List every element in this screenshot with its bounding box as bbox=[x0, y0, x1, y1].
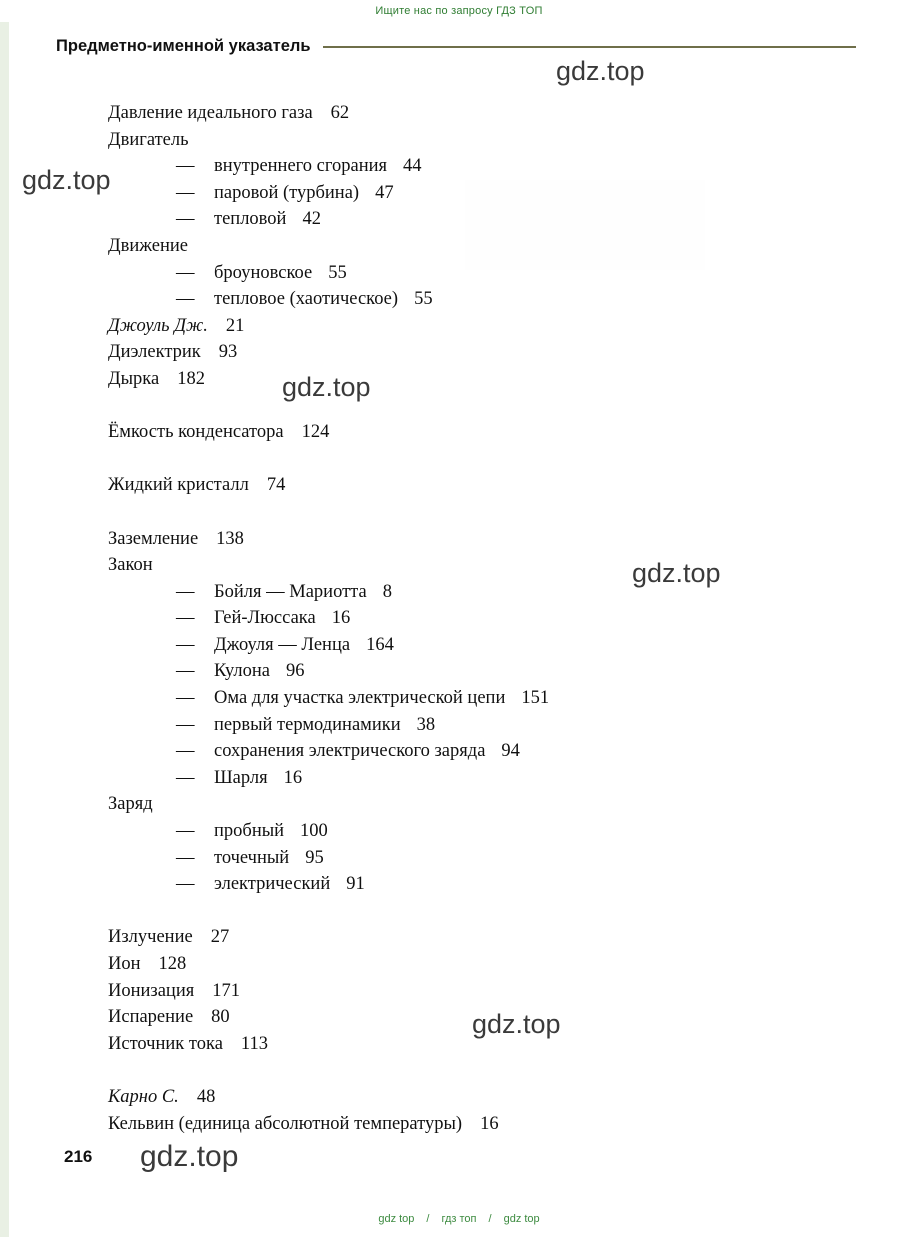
index-subentry-term: паровой (турбина) bbox=[214, 182, 360, 203]
index-subentry-term: Джоуля — Ленца bbox=[214, 634, 351, 655]
index-entry bbox=[108, 791, 868, 818]
index-subentry bbox=[108, 605, 868, 632]
bottom-banner-item: гдз топ bbox=[441, 1213, 477, 1225]
index-entry bbox=[108, 127, 868, 154]
dash-marker: — bbox=[176, 262, 195, 283]
index-subentry bbox=[108, 765, 868, 792]
index-entry bbox=[108, 100, 868, 127]
index-subentry-term: тепловое (хаотическое) bbox=[214, 289, 399, 310]
index-entry-term: Двигатель bbox=[108, 129, 189, 150]
index-entry bbox=[108, 233, 868, 260]
bottom-banner bbox=[0, 1209, 918, 1229]
index-entry-term: Ёмкость конденсатора bbox=[108, 422, 284, 443]
index-subentry bbox=[108, 871, 868, 898]
index-entry-page: 93 bbox=[218, 342, 238, 363]
index-entry-page: 128 bbox=[158, 954, 187, 974]
index-entry-page: 138 bbox=[216, 528, 244, 549]
index-entry-term: Излучение bbox=[108, 927, 193, 948]
index-entry bbox=[108, 313, 868, 340]
dash-marker: — bbox=[176, 289, 195, 310]
index-entry-term: Давление идеального газа bbox=[108, 103, 313, 123]
page-edge-right bbox=[909, 0, 918, 1237]
dash-marker: — bbox=[176, 821, 195, 842]
index-gap bbox=[108, 446, 868, 473]
index-entry-term: Кельвин (единица абсолютной температуры) bbox=[108, 1113, 463, 1134]
index-subentry-term: Шарля bbox=[214, 767, 268, 788]
index-subentry-page: 96 bbox=[285, 661, 305, 682]
index-subentry-page: 47 bbox=[375, 182, 394, 203]
dash-marker: — bbox=[176, 714, 195, 735]
index-subentry bbox=[108, 153, 868, 180]
index-entry bbox=[108, 924, 868, 951]
index-entry-page: 182 bbox=[177, 368, 205, 389]
index-entry-term: Заземление bbox=[108, 528, 199, 549]
dash-marker: — bbox=[176, 847, 195, 868]
index-entry-term: Жидкий кристалл bbox=[108, 475, 249, 496]
index-entry-term: Ион bbox=[108, 954, 141, 974]
index-entry-term: Заряд bbox=[108, 794, 153, 815]
index-entry bbox=[108, 951, 868, 978]
index-entry-page: 113 bbox=[240, 1033, 268, 1054]
index-gap bbox=[108, 499, 868, 526]
dash-marker: — bbox=[176, 156, 195, 177]
index-entry-term: Ионизация bbox=[108, 980, 195, 1001]
page-header bbox=[56, 33, 856, 59]
dash-marker: — bbox=[176, 874, 195, 895]
index-gap bbox=[108, 393, 868, 420]
dash-marker: — bbox=[176, 581, 195, 602]
index-subentry-term: тепловой bbox=[214, 209, 287, 230]
index-subentry bbox=[108, 685, 868, 712]
watermark-4: gdz.top bbox=[632, 558, 721, 588]
bottom-banner-item: gdz top bbox=[378, 1213, 415, 1225]
index-subentry-page: 95 bbox=[305, 847, 324, 868]
index-subentry bbox=[108, 845, 868, 872]
index-entry-page: 80 bbox=[211, 1007, 230, 1028]
index-entry bbox=[108, 366, 868, 393]
index-subentry-term: Ома для участка электрической цепи bbox=[214, 688, 506, 709]
index-entry bbox=[108, 419, 868, 446]
index-subentry-page: 164 bbox=[366, 634, 394, 655]
index-subentry-term: Гей-Люссака bbox=[214, 608, 316, 629]
dash-marker: — bbox=[176, 634, 195, 655]
index-subentry-term: броуновское bbox=[214, 262, 313, 283]
index-gap bbox=[108, 1057, 868, 1084]
index-entry-page: 171 bbox=[212, 980, 240, 1001]
watermark-5: gdz.top bbox=[472, 1009, 561, 1039]
index-subentry-term: электрический bbox=[214, 874, 331, 895]
dash-marker: — bbox=[176, 688, 195, 709]
index-gap bbox=[108, 898, 868, 925]
index-subentry-page: 8 bbox=[382, 581, 392, 602]
index-entry-term: Источник тока bbox=[108, 1033, 223, 1054]
bottom-banner-separator: / bbox=[488, 1213, 492, 1225]
index-entry-term: Дырка bbox=[108, 368, 160, 389]
index-subentry-page: 91 bbox=[346, 874, 365, 895]
index-subentry-page: 94 bbox=[501, 741, 520, 762]
dash-marker: — bbox=[176, 741, 195, 762]
dash-marker: — bbox=[176, 608, 195, 629]
index-entry bbox=[108, 1004, 868, 1031]
index-entry-page: 62 bbox=[330, 103, 350, 123]
top-banner: Ищите нас по запросу ГДЗ ТОП bbox=[0, 0, 918, 22]
index-subentry bbox=[108, 206, 868, 233]
index-subentry-page: 55 bbox=[414, 289, 433, 310]
index-entry-term: Движение bbox=[108, 235, 189, 256]
index-entry bbox=[108, 526, 868, 553]
index-subentry-term: точечный bbox=[214, 847, 290, 868]
index-entry-page: 74 bbox=[266, 475, 286, 496]
index-entry-page: 16 bbox=[480, 1113, 499, 1134]
dash-marker: — bbox=[176, 182, 195, 203]
index-subentry bbox=[108, 632, 868, 659]
index-subentry-page: 16 bbox=[283, 767, 303, 788]
index-entry bbox=[108, 1084, 868, 1111]
watermark-3: gdz.top bbox=[282, 372, 371, 402]
index-subentry bbox=[108, 180, 868, 207]
index-subentry bbox=[108, 818, 868, 845]
index-subentry-page: 55 bbox=[328, 262, 347, 283]
watermark-6: gdz.top bbox=[140, 1140, 239, 1173]
index-entry bbox=[108, 552, 868, 579]
bottom-banner-separator: / bbox=[426, 1213, 430, 1225]
index-entry-term: Джоуль Дж. bbox=[108, 315, 208, 336]
dash-marker: — bbox=[176, 661, 195, 682]
index-subentry bbox=[108, 712, 868, 739]
index-entry bbox=[108, 472, 868, 499]
index-subentry-page: 38 bbox=[416, 714, 436, 735]
index-subentry-page: 151 bbox=[521, 688, 550, 709]
dash-marker: — bbox=[176, 209, 195, 230]
index-entry-term: Карно С. bbox=[108, 1086, 179, 1107]
index-subentry-term: Бойля — Мариотта bbox=[214, 581, 367, 602]
index-subentry bbox=[108, 579, 868, 606]
page-number: 216 bbox=[64, 1147, 93, 1166]
index-subentry-page: 16 bbox=[331, 608, 351, 629]
index-entry bbox=[108, 978, 868, 1005]
index-subentry bbox=[108, 738, 868, 765]
index-entry-term: Диэлектрик bbox=[108, 342, 201, 363]
header-rule bbox=[323, 46, 857, 48]
index-entry bbox=[108, 1031, 868, 1058]
index-subentry bbox=[108, 286, 868, 313]
bottom-banner-item: gdz top bbox=[503, 1213, 540, 1225]
dash-marker: — bbox=[176, 767, 195, 788]
index-subentry-term: первый термодинамики bbox=[214, 714, 401, 735]
index-entry-page: 27 bbox=[210, 927, 230, 948]
index-entry-term: Испарение bbox=[108, 1007, 194, 1028]
index-subentry-page: 42 bbox=[302, 209, 321, 230]
index-entry-page: 21 bbox=[225, 315, 245, 336]
index-subentry bbox=[108, 658, 868, 685]
index-subentry-term: сохранения электрического заряда bbox=[214, 741, 486, 762]
index-entry-page: 48 bbox=[196, 1086, 216, 1107]
index-subentry bbox=[108, 260, 868, 287]
index-list bbox=[108, 100, 868, 1137]
index-entry bbox=[108, 339, 868, 366]
page-edge-left bbox=[0, 0, 9, 1237]
index-subentry-page: 100 bbox=[300, 821, 328, 842]
page-title: Предметно-именной указатель bbox=[56, 36, 311, 55]
index-subentry-term: пробный bbox=[214, 821, 285, 842]
index-subentry-term: Кулона bbox=[214, 661, 270, 682]
watermark-2: gdz.top bbox=[22, 165, 111, 195]
index-entry-page: 124 bbox=[301, 422, 330, 443]
watermark-1: gdz.top bbox=[556, 56, 645, 86]
index-entry bbox=[108, 1111, 868, 1138]
index-entry-term: Закон bbox=[108, 555, 153, 576]
index-subentry-page: 44 bbox=[403, 156, 422, 177]
index-subentry-term: внутреннего сгорания bbox=[214, 156, 388, 177]
